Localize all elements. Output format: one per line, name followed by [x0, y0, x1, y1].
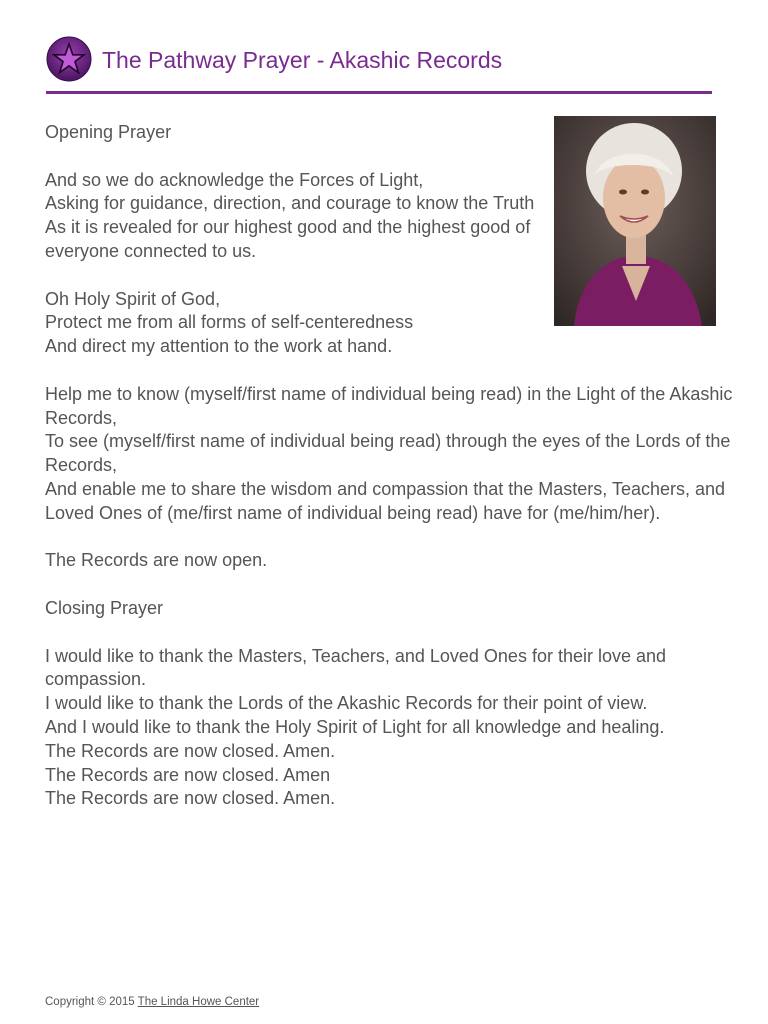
- opening-line: Asking for guidance, direction, and courage to know the Truth: [45, 193, 535, 214]
- linda-howe-center-link[interactable]: The Linda Howe Center: [137, 996, 260, 1008]
- opening-line: And direct my attention to the work at hand.: [45, 336, 393, 357]
- closing-line: I would like to thank the Masters, Teachers, and Loved Ones for their love and compassion.: [45, 645, 667, 690]
- opening-line: Oh Holy Spirit of God,: [45, 288, 221, 309]
- header-divider: [46, 91, 712, 94]
- closing-heading: Closing Prayer: [45, 597, 164, 618]
- closing-line: The Records are now closed. Amen.: [45, 788, 336, 809]
- opening-line: And enable me to share the wisdom and compassion that the Masters, Teachers, and Loved Ones of (me/first name of individual being read) have for (me/him/her).: [45, 478, 726, 523]
- opening-line: And so we do acknowledge the Forces of Light,: [45, 169, 424, 190]
- opening-heading: Opening Prayer: [45, 122, 172, 142]
- opening-line: Help me to know (myself/first name of individual being read) in the Light of the Akashic Records,: [45, 383, 733, 428]
- opening-line: To see (myself/first name of individual being read) through the eyes of the Lords of the Records,: [45, 431, 731, 476]
- closing-line: I would like to thank the Lords of the Akashic Records for their point of view.: [45, 693, 648, 714]
- closing-line: And I would like to thank the Holy Spirit of Light for all knowledge and healing.: [45, 716, 665, 737]
- closing-line: The Records are now closed. Amen.: [45, 740, 336, 761]
- page-title: The Pathway Prayer - Akashic Records: [102, 47, 503, 73]
- footer: [45, 996, 259, 1008]
- closing-line: The Records are now closed. Amen: [45, 764, 331, 785]
- prayer-body: [45, 121, 735, 811]
- page-header: [46, 36, 712, 96]
- opening-line: Protect me from all forms of self-centeredness: [45, 312, 414, 333]
- opening-line: As it is revealed for our highest good and the highest good of everyone connected to us.: [45, 217, 531, 261]
- records-open-statement: The Records are now open.: [45, 550, 268, 571]
- copyright-text: Copyright © 2015: [45, 996, 135, 1008]
- purple-star-circle-icon: [46, 36, 92, 82]
